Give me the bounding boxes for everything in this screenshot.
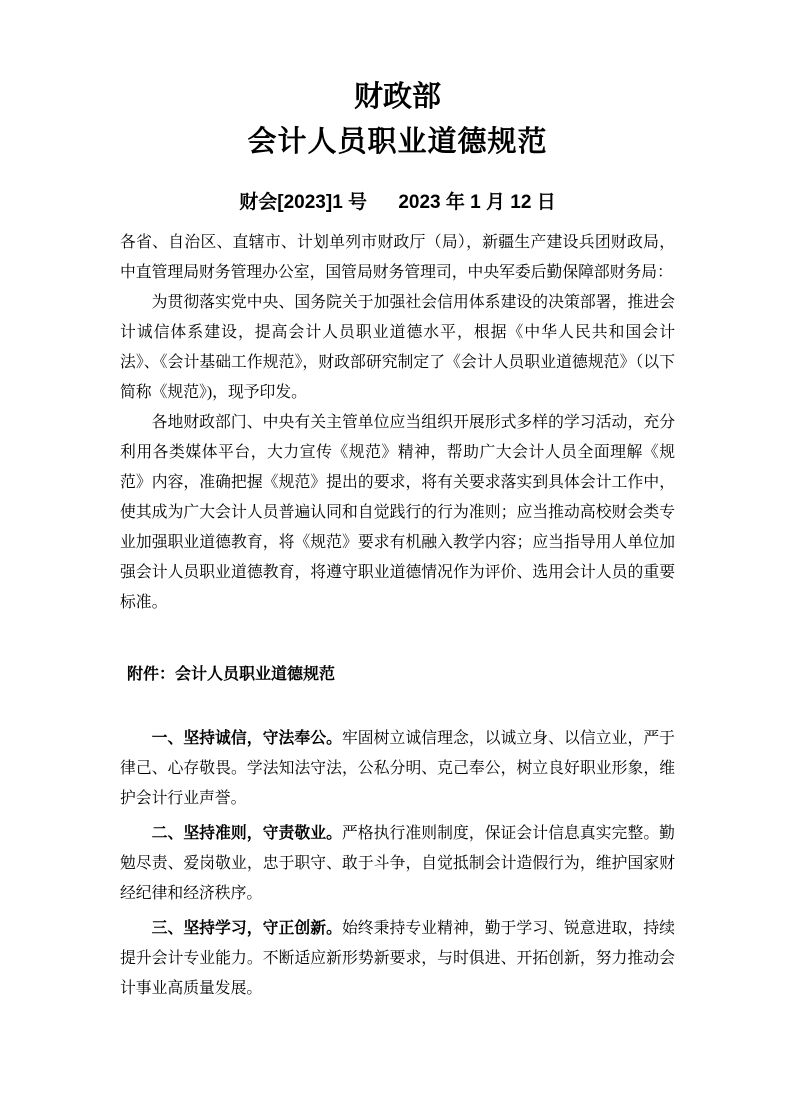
ethics-item-3-heading: 三、坚持学习，守正创新。 bbox=[151, 920, 342, 937]
ethics-items-list bbox=[120, 724, 675, 1004]
ethics-item-2 bbox=[120, 819, 675, 909]
attachment-heading: 附件：会计人员职业道德规范 bbox=[127, 666, 336, 683]
document-body bbox=[120, 228, 675, 618]
document-title-issuer: 财政部 bbox=[353, 81, 441, 113]
ethics-item-2-body: 严格执行准则制度，保证会计信息真实完整。勤勉尽责、爱岗敬业，忠于职守、敢于斗争，自觉抵制会计造假行为，维护国家财经纪律和经济秩序。 bbox=[120, 825, 675, 902]
body-paragraph-2: 各地财政部门、中央有关主管单位应当组织开展形式多样的学习活动，充分利用各类媒体平台，大力宣传《规范》精神，帮助广大会计人员全面理解《规范》内容，准确把握《规范》提出的要求，将有关要求落实到具体会计工作中，使其成为广大会计人员普遍认同和自觉践行的行为准则；应当推动高校财会类专业加强职业道德教育，将《规范》要求有机融入教学内容；应当指导用人单位加强会计人员职业道德教育，将遵守职业道德情况作为评价、选用会计人员的重要标准。 bbox=[120, 414, 675, 611]
ethics-item-3-body: 始终秉持专业精神，勤于学习、锐意进取，持续提升会计专业能力。不断适应新形势新要求，与时俱进、开拓创新，努力推动会计事业高质量发展。 bbox=[120, 920, 675, 997]
body-paragraph-1: 为贯彻落实党中央、国务院关于加强社会信用体系建设的决策部署，推进会计诚信体系建设，提高会计人员职业道德水平，根据《中华人民共和国会计法》、《会计基础工作规范》，财政部研究制定了《会计人员职业道德规范》（以下简称《规范》)，现予印发。 bbox=[120, 294, 675, 401]
salutation-paragraph: 各省、自治区、直辖市、计划单列市财政厅（局），新疆生产建设兵团财政局，中直管理局财务管理办公室，国管局财务管理司，中央军委后勤保障部财务局： bbox=[120, 234, 675, 281]
ethics-item-1-heading: 一、坚持诚信，守法奉公。 bbox=[151, 730, 342, 747]
document-issue-number: 财会[2023]1 号 bbox=[239, 192, 368, 213]
ethics-item-1 bbox=[120, 724, 675, 814]
document-title-subject: 会计人员职业道德规范 bbox=[247, 126, 548, 158]
ethics-item-2-heading: 二、坚持准则，守责敬业。 bbox=[151, 825, 342, 842]
ethics-item-3 bbox=[120, 914, 675, 1004]
ethics-item-1-body: 牢固树立诚信理念，以诚立身、以信立业，严于律己、心存敬畏。学法知法守法，公私分明、克己奉公，树立良好职业形象，维护会计行业声誉。 bbox=[120, 730, 675, 807]
document-issue-date: 2023 年 1 月 12 日 bbox=[398, 192, 556, 213]
document-meta-line bbox=[120, 188, 675, 218]
